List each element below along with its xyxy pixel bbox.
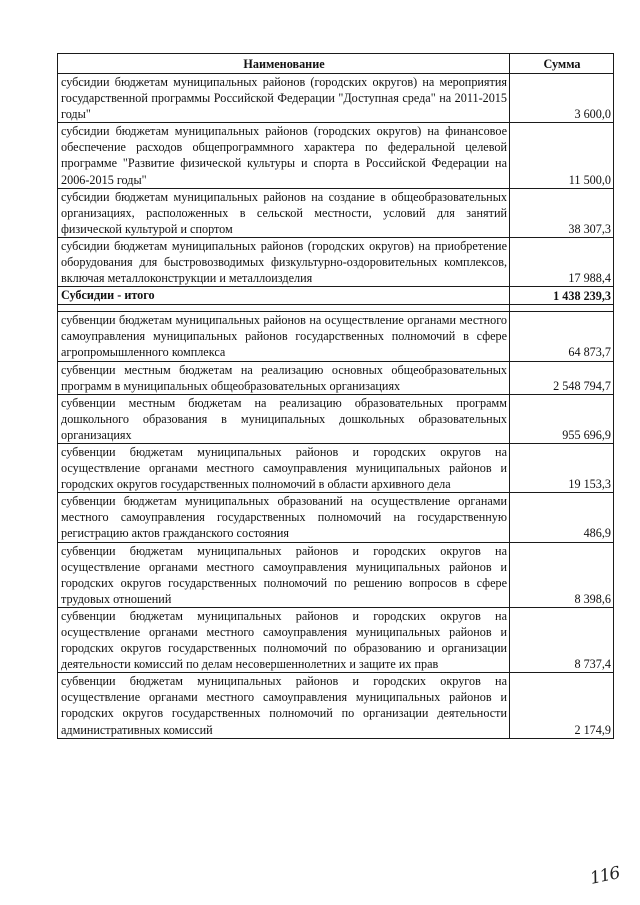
table-row [58,361,614,394]
subtotal-sum: 1 438 239,3 [510,287,614,305]
divider-cell [510,305,614,312]
table-row [58,123,614,188]
row-sum: 8 398,6 [510,542,614,607]
row-sum: 19 153,3 [510,443,614,492]
row-sum: 11 500,0 [510,123,614,188]
row-name: субвенции бюджетам муниципальных районов и городских округов на осуществление органами местного самоуправления муниципальных районов и городских округов государственных полномочий по образованию и организации деятельности комиссий по делам несовершеннолетних и защите их прав [58,607,510,672]
row-sum: 38 307,3 [510,188,614,237]
row-sum: 2 548 794,7 [510,361,614,394]
subtotal-row [58,287,614,305]
table-row [58,673,614,738]
divider-cell [58,305,510,312]
table-row [58,493,614,542]
row-sum: 64 873,7 [510,312,614,361]
table-row [58,607,614,672]
subtotal-label: Субсидии - итого [58,287,510,305]
row-name: субвенции местным бюджетам на реализацию образовательных программ дошкольного образования в муниципальных дошкольных образовательных организациях [58,394,510,443]
row-sum: 486,9 [510,493,614,542]
row-name: субсидии бюджетам муниципальных районов (городских округов) на приобретение оборудования для быстровозводимых физкультурно-оздоровительных комплексов, включая металлоконструкции и металлоизделия [58,237,510,286]
table-row [58,237,614,286]
row-sum: 17 988,4 [510,237,614,286]
table-row [58,394,614,443]
row-divider [58,305,614,312]
row-name: субвенции местным бюджетам на реализацию основных общеобразовательных программ в муниципальных общеобразовательных организациях [58,361,510,394]
row-sum: 2 174,9 [510,673,614,738]
header-sum: Сумма [510,54,614,74]
table-row [58,542,614,607]
row-name: субвенции бюджетам муниципальных районов и городских округов на осуществление органами местного самоуправления муниципальных районов и городских округов государственных полномочий по решению вопросов в сфере трудовых отношений [58,542,510,607]
table-row [58,188,614,237]
budget-table [57,53,614,739]
page-number: 116 [588,863,622,889]
row-name: субсидии бюджетам муниципальных районов на создание в общеобразовательных организациях, расположенных в сельской местности, условий для занятий физической культурой и спортом [58,188,510,237]
table-row [58,312,614,361]
row-name: субсидии бюджетам муниципальных районов (городских округов) на финансовое обеспечение расходов общепрограммного характера по федеральной целевой программе "Развитие физической культуры и спорта в Российской Федерации на 2006-2015 годы" [58,123,510,188]
row-name: субсидии бюджетам муниципальных районов (городских округов) на мероприятия государственной программы Российской Федерации "Доступная среда" на 2011-2015 годы" [58,74,510,123]
row-sum: 955 696,9 [510,394,614,443]
row-name: субвенции бюджетам муниципальных образований на осуществление органами местного самоуправления государственных полномочий на государственную регистрацию актов гражданского состояния [58,493,510,542]
row-sum: 8 737,4 [510,607,614,672]
row-name: субвенции бюджетам муниципальных районов и городских округов на осуществление органами местного самоуправления муниципальных районов и городских округов государственных полномочий по организации деятельности административных комиссий [58,673,510,738]
row-sum: 3 600,0 [510,74,614,123]
header-name: Наименование [58,54,510,74]
table-row [58,74,614,123]
table-header-row [58,54,614,74]
table-row [58,443,614,492]
row-name: субвенции бюджетам муниципальных районов на осуществление органами местного самоуправления муниципальных районов государственных полномочий в сфере агропромышленного комплекса [58,312,510,361]
row-name: субвенции бюджетам муниципальных районов и городских округов на осуществление органами местного самоуправления муниципальных районов и городских округов государственных полномочий в области архивного дела [58,443,510,492]
